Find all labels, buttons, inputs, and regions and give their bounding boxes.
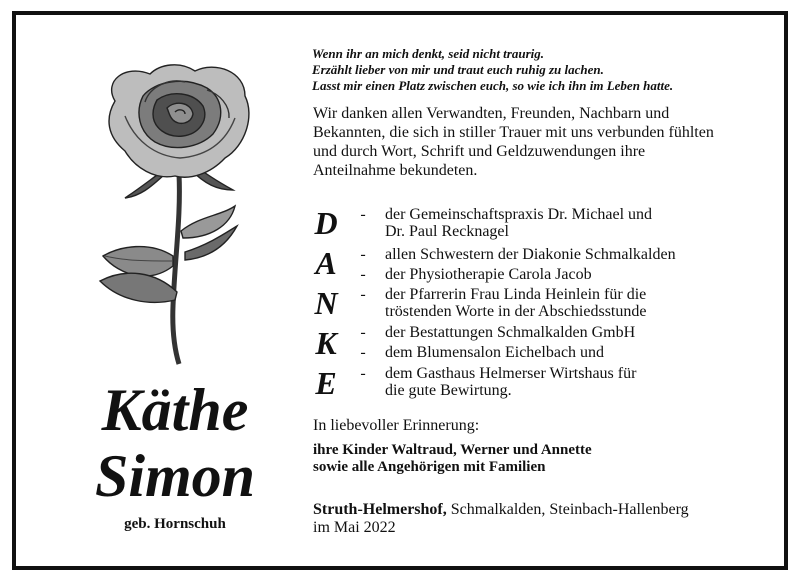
- place-bold: Struth-Helmershof,: [313, 501, 447, 518]
- danke-item-line: allen Schwestern der Diakonie Schmalkalden: [385, 246, 676, 263]
- poem-line: Wenn ihr an mich denkt, seid nicht traurig.: [312, 46, 545, 61]
- mourners-line: sowie alle Angehörigen mit Familien: [313, 459, 546, 475]
- danke-item-line: der Physiotherapie Carola Jacob: [385, 266, 592, 283]
- danke-item-line: dem Blumensalon Eichelbach und: [385, 344, 605, 361]
- date-line: im Mai 2022: [313, 519, 396, 536]
- poem: [312, 46, 673, 94]
- danke-letter: K: [315, 325, 337, 361]
- danke-letter: N: [314, 285, 338, 321]
- danke-letter: E: [315, 365, 337, 401]
- thanks-line: Bekannten, die sich in stiller Trauer mit uns verbunden fühlten: [313, 124, 714, 141]
- dash-marker: -: [360, 246, 366, 263]
- danke-item-line: der Gemeinschaftspraxis Dr. Michael und: [385, 206, 653, 223]
- mourners: [313, 442, 592, 476]
- danke-letter: D: [314, 205, 338, 241]
- danke-item-line: der Bestattungen Schmalkalden GmbH: [385, 324, 636, 341]
- danke-item-line: die gute Bewirtung.: [385, 382, 512, 399]
- memory-heading: In liebevoller Erinnerung:: [313, 417, 480, 434]
- thanks-line: Anteilnahme bekundeten.: [313, 162, 478, 179]
- maiden-name: geb. Hornschuh: [124, 516, 226, 532]
- dash-marker: -: [360, 266, 366, 283]
- dash-marker: -: [360, 324, 366, 341]
- danke-item-line: dem Gasthaus Helmerser Wirtshaus für: [385, 365, 637, 382]
- danke-item-line: tröstenden Worte in der Abschiedsstunde: [385, 303, 647, 320]
- danke-letter: A: [315, 245, 337, 281]
- poem-line: Lasst mir einen Platz zwischen euch, so wie ich ihn im Leben hatte.: [312, 78, 674, 93]
- danke-item-line: Dr. Paul Recknagel: [385, 223, 509, 240]
- place-rest: Schmalkalden, Steinbach-Hallenberg: [446, 501, 689, 518]
- dash-marker: -: [360, 344, 366, 361]
- danke-item-line: der Pfarrerin Frau Linda Heinlein für die: [385, 286, 647, 303]
- dash-marker: -: [360, 365, 366, 382]
- thanks-line: und durch Wort, Schrift und Geldzuwendungen ihre: [313, 143, 646, 160]
- last-name: Simon: [94, 443, 256, 509]
- place-date: [313, 501, 689, 537]
- dash-marker: -: [360, 206, 366, 223]
- first-name: Käthe: [101, 377, 249, 443]
- thanks-text: [313, 104, 773, 180]
- dash-marker: -: [360, 286, 366, 303]
- mourners-line: ihre Kinder Waltraud, Werner und Annette: [313, 442, 592, 458]
- poem-line: Erzählt lieber von mir und traut euch ruhig zu lachen.: [312, 62, 604, 77]
- rose-illustration: [95, 56, 265, 366]
- thanks-line: Wir danken allen Verwandten, Freunden, Nachbarn und: [313, 105, 670, 122]
